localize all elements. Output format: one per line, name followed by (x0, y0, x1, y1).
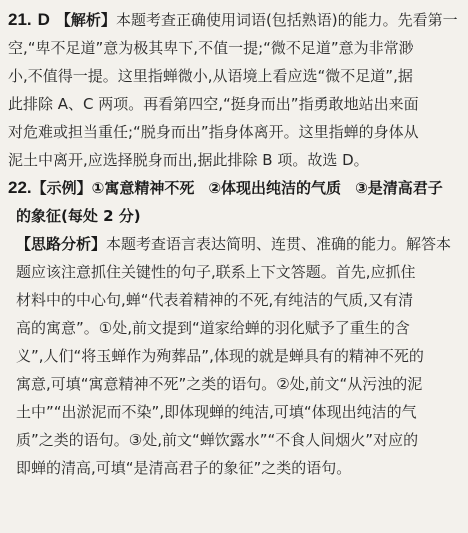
q22-text: 义”,人们“将玉蝉作为殉葬品”,体现的就是蝉具有的精神不死的 (16, 347, 424, 365)
q22-text: 高的寓意”。①处,前文提到“道家给蝉的羽化赋予了重生的含 (16, 319, 410, 337)
q21-text: 空,“卑不足道”意为极其卑下,不值一提;“微不足道”意为非常渺 (8, 39, 414, 57)
answer-page (8, 6, 460, 482)
q22-line-2 (8, 202, 460, 230)
q22-answer-tail: 的象征(每处 2 分) (16, 207, 141, 225)
q21-answer: D (37, 10, 50, 29)
q22-line-3 (8, 230, 460, 258)
q21-line-5 (8, 118, 460, 146)
q21-line-1 (8, 6, 460, 34)
q22-text: 本题考查语言表达简明、连贯、准确的能力。解答本 (106, 235, 452, 253)
q22-line-7 (8, 342, 460, 370)
q22-answer-3: ③是清高君子 (355, 179, 443, 197)
q22-line-6 (8, 314, 460, 342)
q22-number: 22. (8, 178, 32, 197)
q21-text: 此排除 A、C 两项。再看第四空,“挺身而出”指勇敢地站出来面 (8, 95, 419, 113)
q21-line-3 (8, 62, 460, 90)
q21-line-4 (8, 90, 460, 118)
q21-text: 小,不值得一提。这里指蝉微小,从语境上看应选“微不足道”,据 (8, 67, 413, 85)
q22-analysis-tag: 【思路分析】 (16, 235, 107, 253)
q22-text: 质”之类的语句。③处,前文“蝉饮露水”“不食人间烟火”对应的 (16, 431, 419, 449)
q22-text: 寓意,可填“寓意精神不死”之类的语句。②处,前文“从污浊的泥 (16, 375, 423, 393)
q22-line-5 (8, 286, 460, 314)
q22-line-8 (8, 370, 460, 398)
q22-text: 题应该注意抓住关键性的句子,联系上下文答题。首先,应抓住 (16, 263, 416, 281)
q22-answer-2: ②体现出纯洁的气质 (208, 179, 342, 197)
q22-text: 材料中的中心句,蝉“代表着精神的不死,有纯洁的气质,又有清 (16, 291, 414, 309)
q21-text: 泥土中离开,应选择脱身而出,据此排除 B 项。故选 D。 (8, 151, 369, 169)
q21-text: 本题考查正确使用词语(包括熟语)的能力。先看第一 (115, 11, 458, 29)
q22-example-tag: 【示例】 (31, 179, 92, 197)
q21-number: 21. (8, 10, 32, 29)
q22-answer-1: ①寓意精神不死 (91, 179, 195, 197)
q21-line-6 (8, 146, 460, 174)
q21-text: 对危难或担当重任;“脱身而出”指身体离开。这里指蝉的身体从 (8, 123, 419, 141)
q22-text: 即蝉的清高,可填“是清高君子的象征”之类的语句。 (16, 459, 352, 477)
q22-line-9 (8, 398, 460, 426)
q22-line-11 (8, 454, 460, 482)
q21-analysis-tag: 【解析】 (55, 11, 116, 29)
q21-line-2 (8, 34, 460, 62)
q22-line-4 (8, 258, 460, 286)
q22-line-1 (8, 174, 460, 202)
q22-text: 土中”“出淤泥而不染”,即体现蝉的纯洁,可填“体现出纯洁的气 (16, 403, 417, 421)
q22-line-10 (8, 426, 460, 454)
